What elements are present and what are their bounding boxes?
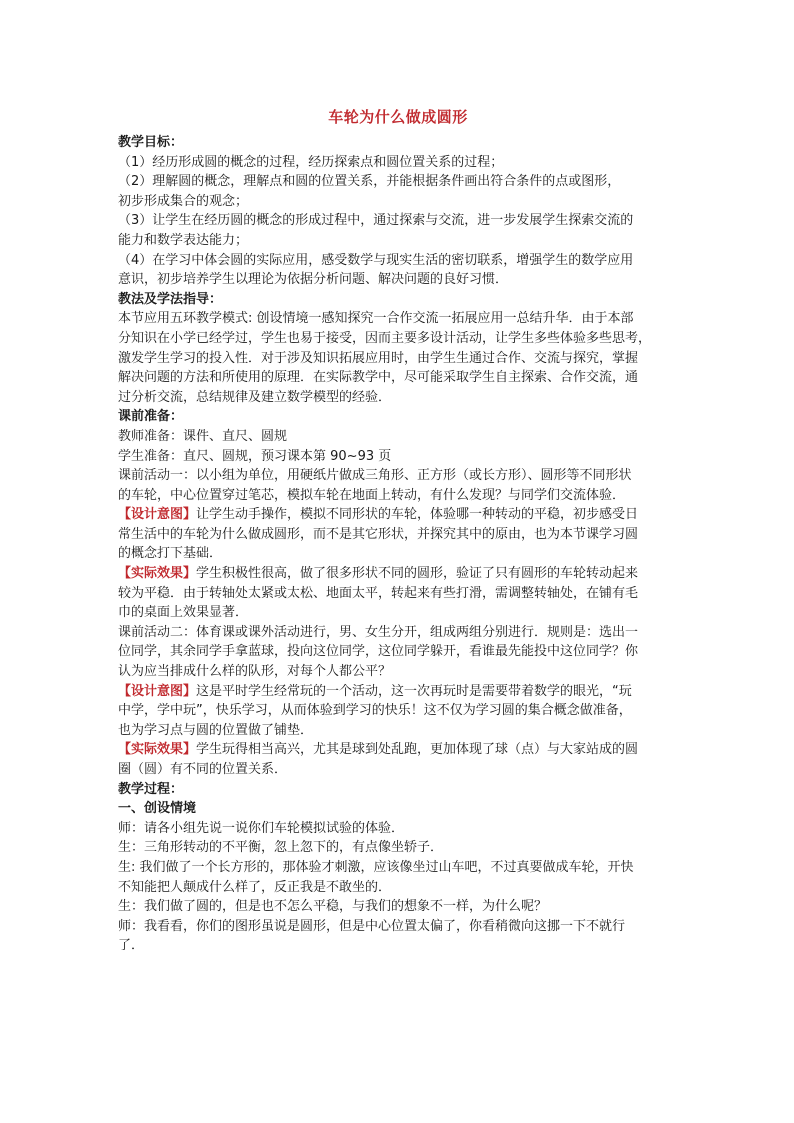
student-line-1: 生：三角形转动的不平衡，忽上忽下的，有点像坐轿子． — [118, 840, 444, 856]
goals-heading: 教学目标： — [118, 135, 184, 150]
actual-effect-tag: 【实际效果】 — [118, 566, 197, 582]
methods-line-2: 分知识在小学已经学过，学生也易于接受，因而主要多设计活动，让学生多些体验多些思考， — [118, 330, 652, 346]
student-line-2-part-1: 生: 我们做了一个长方形的，那体验才刺激，应该像坐过山车吧，不过真要做成车轮，开快 — [118, 859, 634, 875]
design-intent-1-line-1 — [118, 505, 678, 525]
goal-3-line-1: （3）让学生在经历圆的概念的形成过程中，通过探索与交流，进一步发展学生探索交流的 — [118, 213, 634, 229]
activity-1-line-2: 的车轮，中心位置穿过笔芯，模拟车轮在地面上转动，有什么发现？与同学们交流体验． — [118, 487, 626, 503]
methods-line-3: 激发学生学习的投入性．对于涉及知识拓展应用时，由学生生通过合作、交流与探究，掌握 — [118, 350, 639, 366]
actual-effect-2-text: 学生玩得相当高兴，尤其是球到处乱跑，更加体现了球（点）与大家站成的圆 — [196, 742, 639, 758]
activity-2-line-3: 认为应当排成什么样的队形，对每个人都公平？ — [118, 664, 392, 680]
goal-2-line-2: 初步形成集合的观念； — [118, 193, 249, 209]
design-intent-tag: 【设计意图】 — [118, 507, 197, 523]
teacher-line-2-part-1: 师：我看看，你们的图形虽说是圆形，但是中心位置太偏了，你看稍微向这挪一下不就行 — [118, 918, 626, 934]
actual-effect-1-text: 学生积极性很高，做了很多形状不同的圆形，验证了只有圆形的车轮转动起来 — [196, 566, 639, 582]
design-intent-1-line-2: 常生活中的车轮为什么做成圆形，而不是其它形状，并探究其中的原由，也为本节课学习圆 — [118, 526, 639, 542]
goal-2-line-1: （2）理解圆的概念，理解点和圆的位置关系，并能根据条件画出符合条件的点或图形， — [118, 174, 621, 190]
design-intent-1-line-3: 的概念打下基础． — [118, 546, 223, 562]
document-page — [118, 104, 678, 956]
methods-line-5: 过分析交流，总结规律及建立数学模型的经验． — [118, 389, 392, 405]
process-heading: 教学过程： — [118, 781, 184, 797]
design-intent-tag: 【设计意图】 — [118, 683, 197, 699]
goal-4-line-1: （4）在学习中体会圆的实际应用，感受数学与现实生活的密切联系，增强学生的数学应用 — [118, 252, 634, 268]
goal-1: （1）经历形成圆的概念的过程，经历探索点和圆位置关系的过程； — [118, 154, 504, 170]
design-intent-2-text: 这是平时学生经常玩的一个活动，这一次再玩时是需要带着数学的眼光，“玩 — [196, 683, 632, 699]
student-prep: 学生准备：直尺、圆规，预习课本第 90~93 页 — [118, 448, 392, 464]
process-subheading-1: 一、创设情境 — [118, 801, 197, 817]
actual-effect-1-line-2: 较为平稳．由于转轴处太紧或太松、地面太平，转起来有些打滑，需调整转轴处，在铺有毛 — [118, 585, 639, 601]
actual-effect-1-line-1 — [118, 564, 678, 584]
goal-3-line-2: 能力和数学表达能力； — [118, 232, 249, 248]
student-line-3: 生：我们做了圆的，但是也不怎么平稳，与我们的想象不一样，为什么呢？ — [118, 899, 548, 915]
prep-heading: 课前准备： — [118, 409, 184, 425]
design-intent-2-line-1 — [118, 682, 678, 702]
methods-line-4: 解决问题的方法和所使用的原理．在实际教学中，尽可能采取学生自主探索、合作交流，通 — [118, 370, 639, 386]
methods-heading: 教法及学法指导： — [118, 291, 223, 307]
teacher-line-2-part-2: 了． — [118, 938, 145, 954]
activity-2-line-2: 位同学，其余同学手拿蓝球，投向这位同学，这位同学躲开，看谁最先能投中这位同学？你 — [118, 644, 639, 660]
document-title: 车轮为什么做成圆形 — [328, 108, 468, 126]
methods-line-1: 本节应用五环教学模式: 创设情境一感知探究一合作交流一拓展应用一总结升华．由于本部 — [118, 311, 634, 327]
activity-2-line-1: 课前活动二：体育课或课外活动进行，男、女生分开，组成两组分别进行．规则是：选出一 — [118, 624, 639, 640]
design-intent-1-text: 让学生动手操作，模拟不同形状的车轮，体验哪一种转动的平稳，初步感受日 — [196, 507, 639, 523]
design-intent-2-line-3: 也为学习点与圆的位置做了铺垫． — [118, 722, 314, 738]
actual-effect-2-line-2: 圈（圆）有不同的位置关系． — [118, 762, 288, 777]
teacher-prep: 教师准备：课件、直尺、圆规 — [118, 428, 288, 444]
student-line-2-part-2: 不知能把人颠成什么样了，反正我是不敢坐的． — [118, 879, 392, 895]
teacher-line-1: 师：请各小组先说一说你们车轮模拟试验的体验． — [118, 820, 405, 836]
goal-4-line-2: 意识，初步培养学生以理论为依据分析问题、解决问题的良好习惯． — [118, 272, 509, 288]
design-intent-2-line-2: 中学，学中玩”，快乐学习，从而体验到学习的快乐！这不仅为学习圆的集合概念做准备， — [118, 703, 632, 719]
actual-effect-2-line-1 — [118, 740, 678, 760]
actual-effect-1-line-3: 巾的桌面上效果显著． — [118, 605, 249, 621]
activity-1-line-1: 课前活动一：以小组为单位，用硬纸片做成三角形、正方形（或长方形）、圆形等不同形状 — [118, 468, 632, 484]
actual-effect-tag: 【实际效果】 — [118, 742, 197, 758]
